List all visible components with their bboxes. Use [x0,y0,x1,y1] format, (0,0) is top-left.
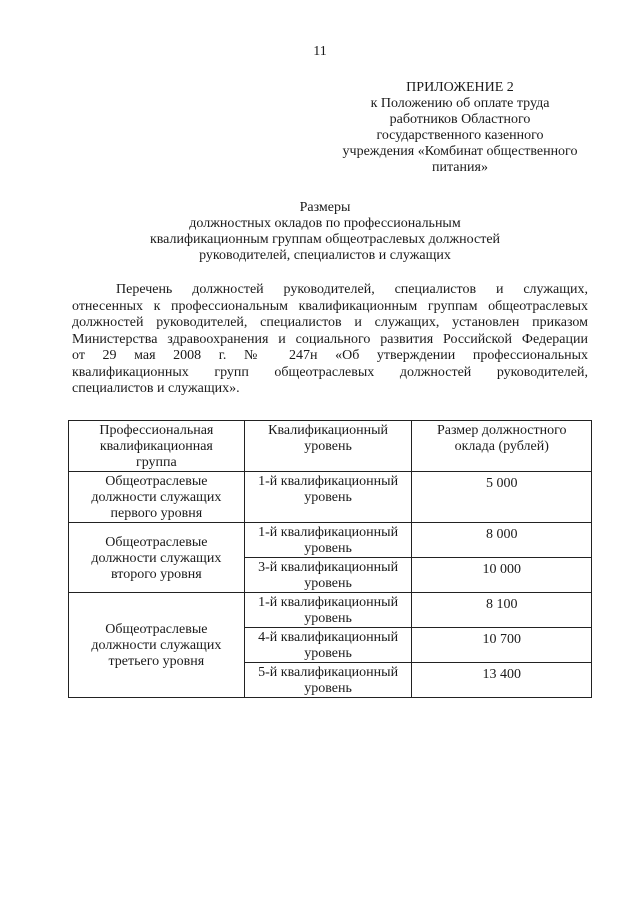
header-group: Профессиональная квалификационная группа [69,421,245,472]
appendix-line: питания» [432,160,488,175]
heading-line: Размеры [299,200,351,215]
level-cell: 5-й квалификационный уровень [244,663,412,698]
amount-cell: 10 700 [412,628,592,663]
document-heading [100,200,550,264]
appendix-block [320,80,600,176]
level-cell: 3-й квалификационный уровень [244,558,412,593]
amount-cell: 5 000 [412,472,592,523]
amount-cell: 10 000 [412,558,592,593]
group-cell: Общеотраслевые должности служащих третьего уровня [69,593,245,698]
heading-line: квалификационным группам общеотраслевых должностей [149,232,501,247]
paragraph-line: Перечень должностей руководителей, специалистов и служащих, [116,282,588,297]
header-amount: Размер должностного оклада (рублей) [412,421,592,472]
body-paragraph [72,282,588,398]
amount-cell: 8 100 [412,593,592,628]
level-cell: 1-й квалификационный уровень [244,593,412,628]
appendix-line: государственного казенного [376,128,544,143]
heading-line: должностных окладов по профессиональным [189,216,461,231]
level-cell: 1-й квалификационный уровень [244,472,412,523]
appendix-title: ПРИЛОЖЕНИЕ 2 [406,80,514,95]
paragraph-line: квалификационных групп общеотраслевых должностей руководителей, [72,364,588,380]
paragraph-line: должностей руководителей, специалистов и служащих, установлен приказом [72,315,588,330]
level-cell: 4-й квалификационный уровень [244,628,412,663]
table-row [69,472,592,523]
paragraph-line: от 29 мая 2008 г. № 247н «Об утверждении профессиональных [72,348,588,363]
appendix-line: учреждения «Комбинат общественного [342,144,578,159]
amount-cell: 8 000 [412,523,592,558]
paragraph-line: Министерства здравоохранения и социального развития Российской Федерации [72,331,588,347]
group-cell: Общеотраслевые должности служащих первого уровня [69,472,245,523]
paragraph-line: отнесенных к профессиональным квалификационным группам общеотраслевых [72,298,588,314]
table-header-row [69,421,592,472]
appendix-line: работников Областного [389,112,531,127]
appendix-line: к Положению об оплате труда [370,96,550,111]
page-number: 11 [313,44,327,59]
paragraph-line: специалистов и служащих». [72,381,240,396]
amount-cell: 13 400 [412,663,592,698]
table-row [69,523,592,558]
group-cell: Общеотраслевые должности служащих второго уровня [69,523,245,593]
level-cell: 1-й квалификационный уровень [244,523,412,558]
table-row [69,593,592,628]
header-level: Квалификационный уровень [244,421,412,472]
heading-line: руководителей, специалистов и служащих [199,248,451,263]
salary-table [68,420,592,698]
